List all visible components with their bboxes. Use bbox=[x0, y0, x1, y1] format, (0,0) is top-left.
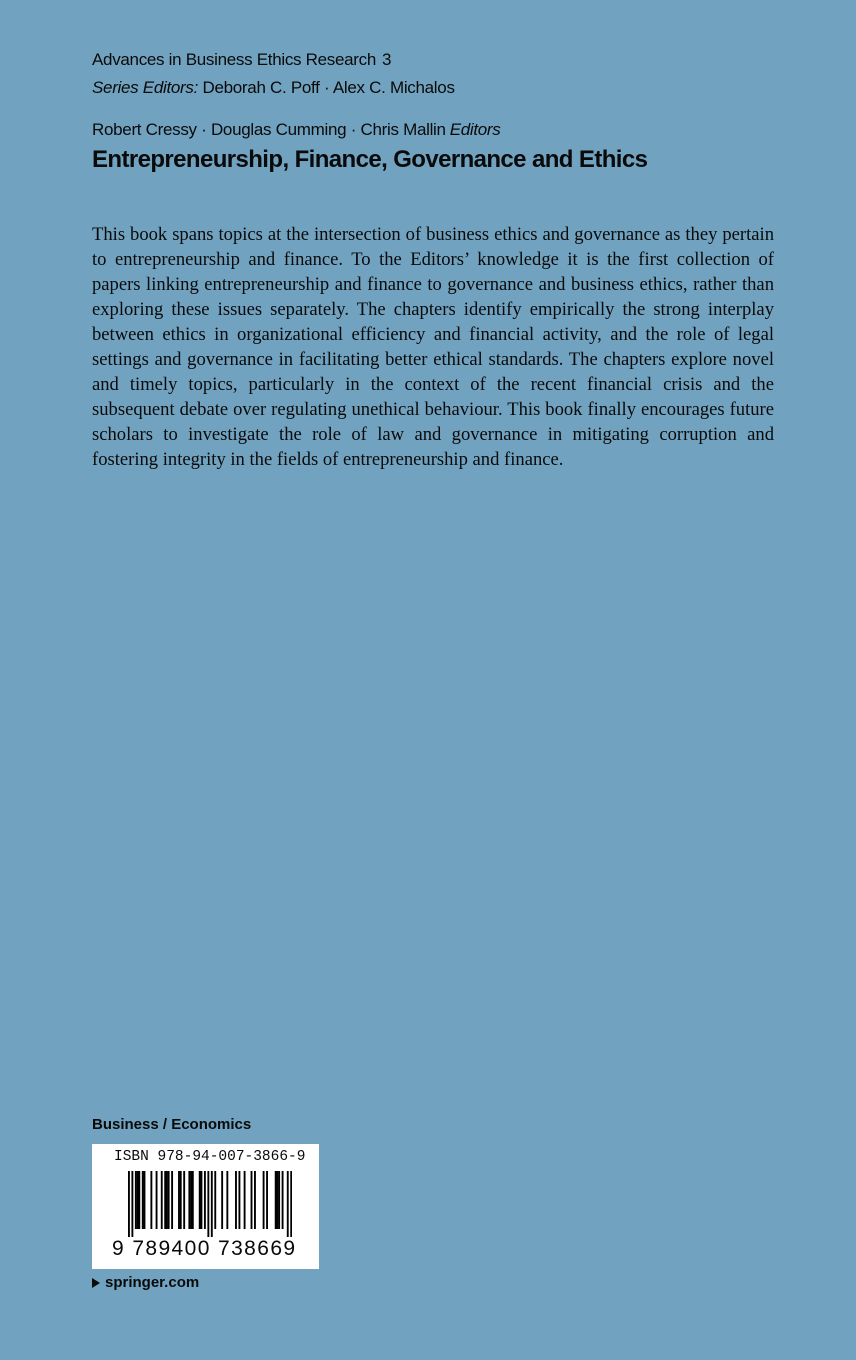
barcode-bar bbox=[199, 1171, 201, 1229]
barcode-bar bbox=[168, 1171, 170, 1229]
barcode-bar bbox=[278, 1171, 280, 1229]
barcode-bar bbox=[150, 1171, 152, 1229]
barcode-bar bbox=[171, 1171, 173, 1229]
barcode-bar bbox=[144, 1171, 146, 1229]
barcode-bar bbox=[192, 1171, 194, 1229]
barcode-bars bbox=[128, 1171, 292, 1237]
barcode-bar bbox=[190, 1171, 192, 1229]
series-volume-number: 3 bbox=[382, 50, 392, 69]
barcode-bar bbox=[142, 1171, 144, 1229]
barcode-bar bbox=[128, 1171, 130, 1237]
series-title-text: Advances in Business Ethics Research bbox=[92, 50, 377, 69]
barcode-bar bbox=[235, 1171, 237, 1229]
barcode-bar bbox=[207, 1171, 209, 1237]
barcode-bar bbox=[214, 1171, 216, 1229]
barcode-bar bbox=[178, 1171, 180, 1229]
publisher-label: springer.com bbox=[105, 1274, 200, 1291]
barcode-bar bbox=[164, 1171, 166, 1229]
barcode-bar bbox=[131, 1171, 133, 1237]
barcode-bar bbox=[201, 1171, 203, 1229]
series-editors bbox=[92, 78, 455, 98]
subject-category: Business / Economics bbox=[92, 1116, 252, 1133]
book-title: Entrepreneurship, Finance, Governance and Ethics bbox=[92, 146, 648, 173]
barcode-bar bbox=[221, 1171, 223, 1229]
barcode-bar bbox=[211, 1171, 213, 1237]
barcode-bar bbox=[254, 1171, 256, 1229]
barcode-digits: 9 789400 738669 bbox=[112, 1237, 297, 1260]
series-title bbox=[92, 50, 391, 70]
series-editors-names: Deborah C. Poff · Alex C. Michalos bbox=[202, 78, 455, 97]
barcode-bar bbox=[287, 1171, 289, 1237]
barcode-bar bbox=[137, 1171, 139, 1229]
arrow-right-icon bbox=[92, 1278, 100, 1288]
barcode-bar bbox=[244, 1171, 246, 1229]
barcode-bar bbox=[238, 1171, 240, 1229]
publisher-link[interactable] bbox=[92, 1274, 199, 1291]
barcode-bar bbox=[204, 1171, 206, 1229]
book-editors-role: Editors bbox=[449, 120, 501, 139]
barcode-bar bbox=[275, 1171, 277, 1229]
barcode-bar bbox=[156, 1171, 158, 1229]
barcode-bar bbox=[188, 1171, 190, 1229]
isbn-label: ISBN 978-94-007-3866-9 bbox=[114, 1149, 306, 1165]
barcode-bar bbox=[226, 1171, 228, 1229]
barcode-bar bbox=[251, 1171, 253, 1229]
barcode-bar bbox=[138, 1171, 140, 1229]
barcode-bar bbox=[166, 1171, 168, 1229]
barcode-bar bbox=[180, 1171, 182, 1229]
book-editors bbox=[92, 120, 501, 140]
book-description: This book spans topics at the intersection of business ethics and governance as they pertain to entrepreneurship and finance. To the Editors’ knowledge it is the first collection of papers linking entrepreneurship and finance to governance and business ethics, rather than exploring these issues separately. The chapters identify empirically the strong interplay between ethics in organizational efficiency and financial activity, and the role of legal settings and governance in facilitating better ethical standards. The chapters explore novel and timely topics, particularly in the context of the recent financial crisis and the subsequent debate over regulating unethical behaviour. This book finally encourages future scholars to investigate the role of law and governance in mitigating corruption and fostering integrity in the fields of entrepreneurship and finance. bbox=[92, 224, 774, 470]
barcode-bar bbox=[263, 1171, 265, 1229]
barcode-bar bbox=[276, 1171, 278, 1229]
barcode-bar bbox=[183, 1171, 185, 1229]
barcode-bar bbox=[135, 1171, 137, 1229]
book-editors-names: Robert Cressy · Douglas Cumming · Chris Mallin bbox=[92, 120, 446, 139]
barcode-bar bbox=[282, 1171, 284, 1229]
barcode-bar bbox=[266, 1171, 268, 1229]
isbn-barcode bbox=[92, 1144, 319, 1269]
barcode-bar bbox=[161, 1171, 163, 1229]
series-editors-label: Series Editors: bbox=[92, 78, 199, 97]
barcode-bar bbox=[290, 1171, 292, 1237]
